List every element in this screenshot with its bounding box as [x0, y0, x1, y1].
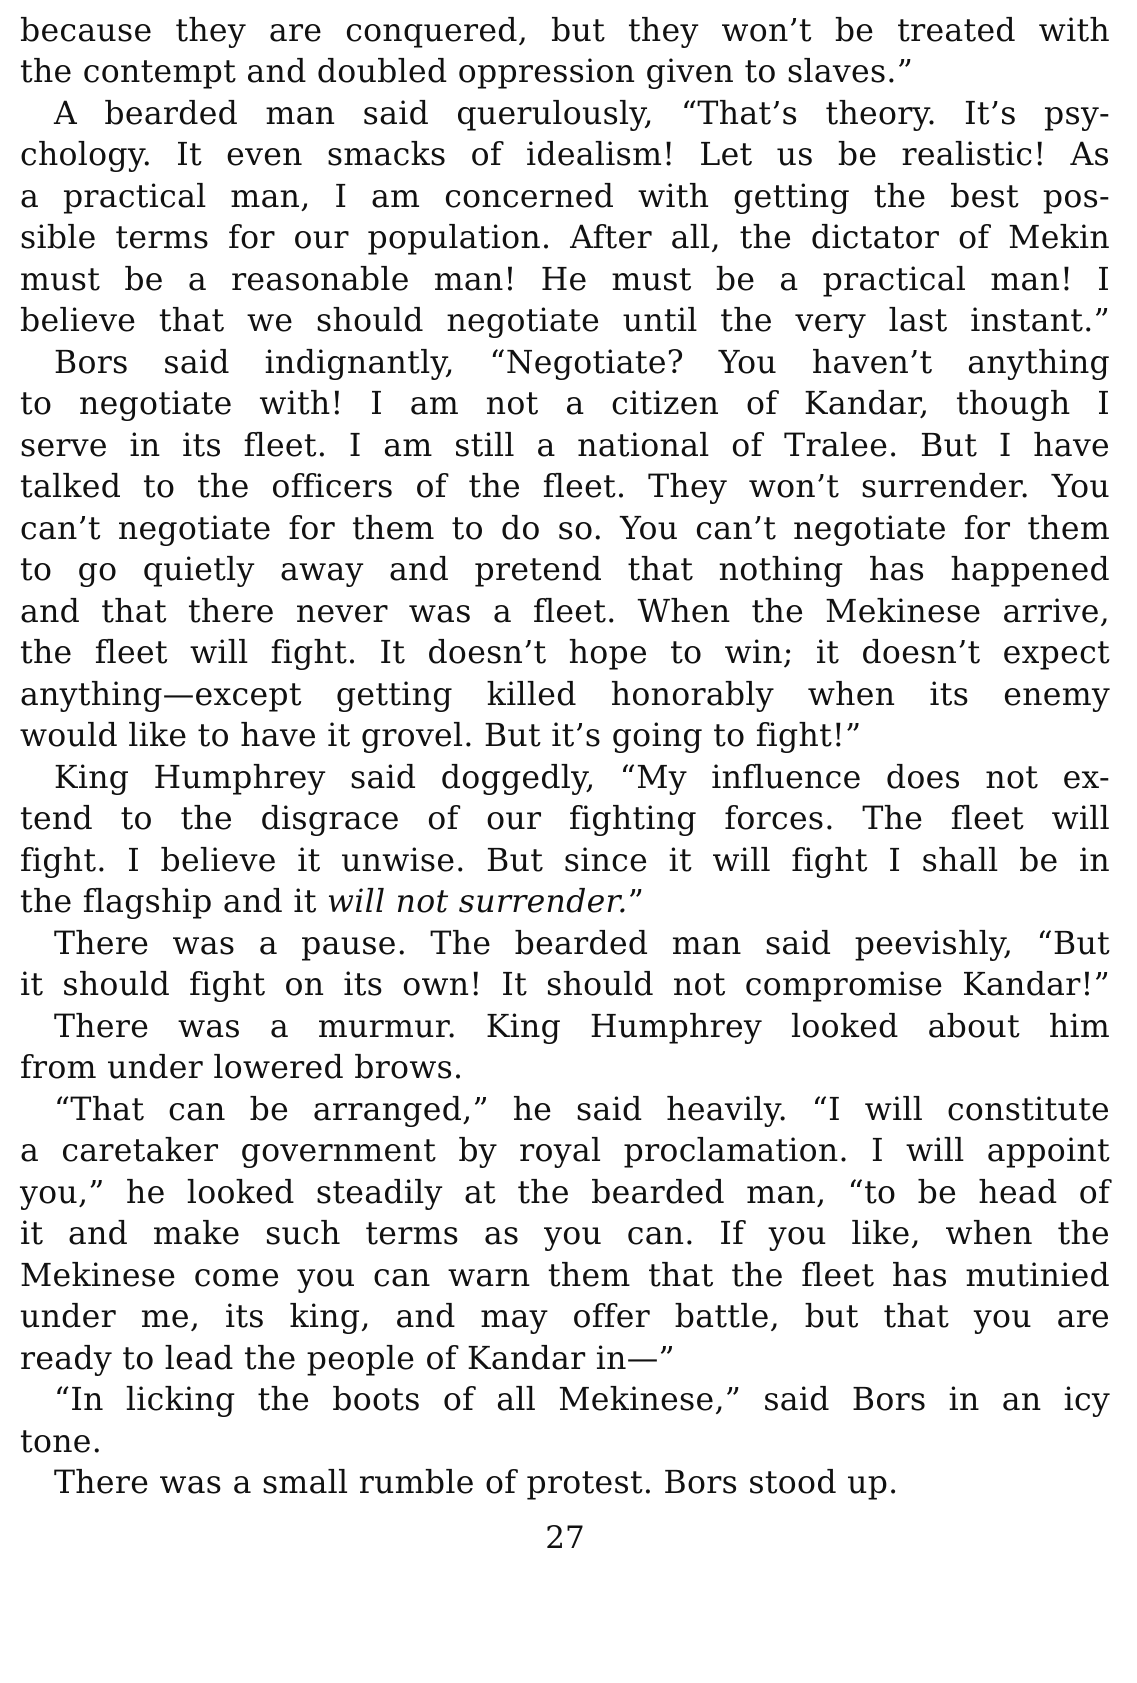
- page-number: 27: [545, 1520, 585, 1556]
- text-line: chology. It even smacks of idealism! Let us be realistic! As: [20, 137, 1110, 173]
- text-line: a practical man, I am concerned with getting the best pos-: [20, 179, 1110, 215]
- text-line: can’t negotiate for them to do so. You can’t negotiate for them: [20, 511, 1110, 547]
- text-line: you,” he looked steadily at the bearded man, “to be head of: [20, 1175, 1110, 1211]
- text-line: serve in its fleet. I am still a national of Tralee. But I have: [20, 428, 1110, 464]
- text-line: There was a small rumble of protest. Bors stood up.: [54, 1465, 899, 1501]
- text-line: talked to the officers of the fleet. They won’t surrender. You: [20, 469, 1110, 505]
- text-line: Mekinese come you can warn them that the fleet has mutinied: [20, 1258, 1110, 1294]
- text-line: must be a reasonable man! He must be a practical man! I: [20, 262, 1110, 298]
- text-line: King Humphrey said doggedly, “My influence does not ex-: [54, 760, 1110, 796]
- text-line: “That can be arranged,” he said heavily. “I will constitute: [54, 1092, 1110, 1128]
- text-line: the fleet will fight. It doesn’t hope to win; it doesn’t expect: [20, 635, 1110, 671]
- italic-emphasis: will not surrender.: [326, 884, 628, 920]
- text-line: fight. I believe it unwise. But since it will fight I shall be in: [20, 843, 1110, 879]
- text-line: it should fight on its own! It should not compromise Kandar!”: [20, 967, 1110, 1003]
- text-line: anything—except getting killed honorably when its enemy: [20, 677, 1110, 713]
- text-line: There was a murmur. King Humphrey looked about him: [54, 1009, 1110, 1045]
- text-line: Bors said indignantly, “Negotiate? You haven’t anything: [54, 345, 1110, 381]
- text-line: tone.: [20, 1424, 103, 1460]
- text-line: [20, 881, 1110, 923]
- text-line: to go quietly away and pretend that nothing has happened: [20, 552, 1110, 588]
- text-line: because they are conquered, but they won’t be treated with: [20, 13, 1110, 49]
- text-line: There was a pause. The bearded man said peevishly, “But: [54, 926, 1110, 962]
- text-line: from under lowered brows.: [20, 1050, 464, 1086]
- text-line: sible terms for our population. After all, the dictator of Mekin: [20, 220, 1110, 256]
- text-line: “In licking the boots of all Mekinese,” said Bors in an icy: [54, 1382, 1110, 1418]
- text-line: tend to the disgrace of our fighting forces. The fleet will: [20, 801, 1110, 837]
- text-line: believe that we should negotiate until the very last instant.”: [20, 303, 1110, 339]
- text-line: to negotiate with! I am not a citizen of Kandar, though I: [20, 386, 1110, 422]
- text-segment: ”: [627, 884, 645, 920]
- text-line: ready to lead the people of Kandar in—”: [20, 1341, 675, 1377]
- text-line: a caretaker government by royal proclamation. I will appoint: [20, 1133, 1110, 1169]
- text-line: would like to have it grovel. But it’s going to fight!”: [20, 718, 862, 754]
- text-line: it and make such terms as you can. If you like, when the: [20, 1216, 1110, 1252]
- text-segment: the flagship and it: [20, 884, 327, 920]
- text-line: A bearded man said querulously, “That’s theory. It’s psy-: [54, 96, 1110, 132]
- book-page: [20, 10, 1110, 1670]
- text-line: and that there never was a fleet. When the Mekinese arrive,: [20, 594, 1110, 630]
- text-line: under me, its king, and may offer battle, but that you are: [20, 1299, 1110, 1335]
- text-line: the contempt and doubled oppression given to slaves.”: [20, 54, 914, 90]
